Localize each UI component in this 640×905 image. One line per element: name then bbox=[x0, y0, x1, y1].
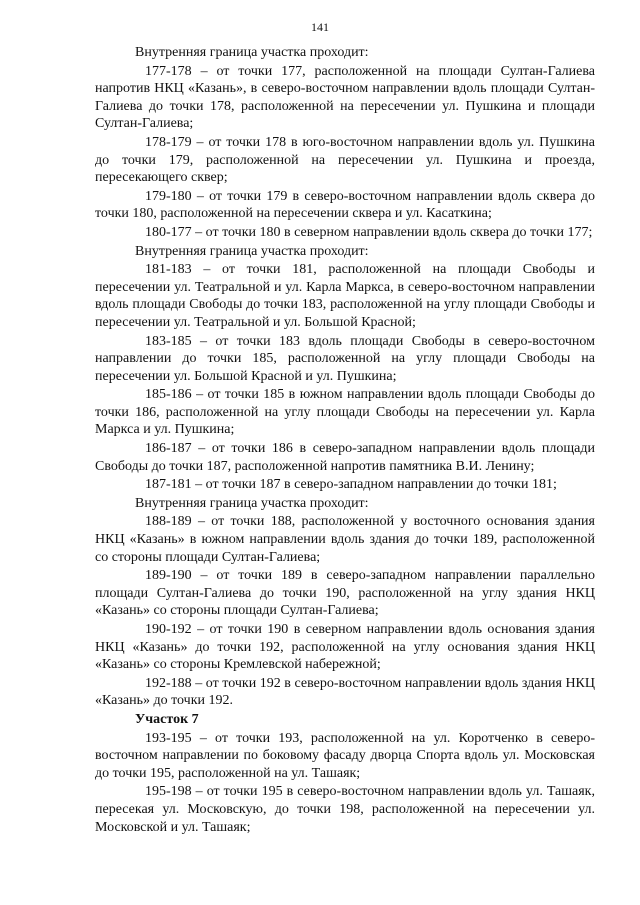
boundary-segment-paragraph: 188-189 – от точки 188, расположенной у восточного основания здания НКЦ «Казань» в южном направлении вдоль здания до точки 189, расположенной со стороны площади Султан-Галиева; bbox=[95, 514, 595, 565]
boundary-segment-paragraph: 195-198 – от точки 195 в северо-восточном направлении вдоль ул. Ташаяк, пересекая ул. Московскую, до точки 198, расположенной на пересечении ул. Московской и ул. Ташаяк; bbox=[95, 784, 595, 835]
page-number: 141 bbox=[311, 20, 329, 34]
boundary-segment-paragraph: 178-179 – от точки 178 в юго-восточном направлении вдоль ул. Пушкина до точки 179, расположенной на пересечении ул. Пушкина и проезда, пересекающего сквер; bbox=[95, 134, 595, 186]
document-body bbox=[95, 44, 595, 837]
boundary-segment-paragraph: 192-188 – от точки 192 в северо-восточном направлении вдоль здания НКЦ «Казань» до точки 192. bbox=[95, 675, 595, 709]
boundary-segment-paragraph: 179-180 – от точки 179 в северо-восточном направлении вдоль сквера до точки 180, расположенной на пересечении сквера и ул. Касаткина; bbox=[95, 188, 595, 222]
boundary-segment-paragraph: 190-192 – от точки 190 в северном направлении вдоль основания здания НКЦ «Казань» до точки 192, расположенной на углу основания здания НКЦ «Казань» со стороны Кремлевской набережной; bbox=[95, 622, 595, 673]
boundary-intro-paragraph: Внутренняя граница участка проходит: bbox=[135, 243, 369, 259]
boundary-intro-paragraph: Внутренняя граница участка проходит: bbox=[135, 45, 369, 60]
boundary-segment-paragraph: 189-190 – от точки 189 в северо-западном направлении параллельно площади Султан-Галиева до точки 190, расположенной на углу здания НКЦ «Казань» со стороны площади Султан-Галиева; bbox=[95, 568, 595, 619]
boundary-segment-paragraph: 181-183 – от точки 181, расположенной на площади Свободы и пересечении ул. Театральной и ул. Карла Маркса, в северо-восточном направлении вдоль площади Свободы до точки 183, расположенной на углу площади Свободы и пересечении ул. Театральной и ул. Большой Красной; bbox=[95, 262, 595, 330]
section-heading: Участок 7 bbox=[135, 711, 199, 727]
boundary-segment-paragraph: 185-186 – от точки 185 в южном направлении вдоль площади Свободы до точки 186, расположенной на углу площади Свободы на пересечении ул. Карла Маркса и ул. Пушкина; bbox=[95, 387, 595, 438]
boundary-segment-paragraph: 180-177 – от точки 180 в северном направлении вдоль сквера до точки 177; bbox=[145, 224, 593, 240]
boundary-segment-paragraph: 183-185 – от точки 183 вдоль площади Свободы в северо-восточном направлении до точки 185, расположенной на углу площади Свободы на пересечении ул. Большой Красной и ул. Пушкина; bbox=[95, 333, 595, 384]
boundary-segment-paragraph: 186-187 – от точки 186 в северо-западном направлении вдоль площади Свободы до точки 187, расположенной напротив памятника В.И. Ленину; bbox=[95, 441, 595, 474]
boundary-segment-paragraph: 193-195 – от точки 193, расположенной на ул. Коротченко в северо-восточном направлении по боковому фасаду дворца Спорта вдоль ул. Московская до точки 195, расположенной на ул. Ташаяк; bbox=[95, 730, 595, 781]
boundary-segment-paragraph: 187-181 – от точки 187 в северо-западном направлении до точки 181; bbox=[145, 477, 557, 493]
boundary-intro-paragraph: Внутренняя граница участка проходит: bbox=[135, 495, 369, 511]
boundary-segment-paragraph: 177-178 – от точки 177, расположенной на площади Султан-Галиева напротив НКЦ «Казань», в северо-восточном направлении вдоль площади Султан-Галиева до точки 178, расположенной на пересечении ул. Пушкина и площади Султан-Галиева; bbox=[95, 63, 595, 132]
